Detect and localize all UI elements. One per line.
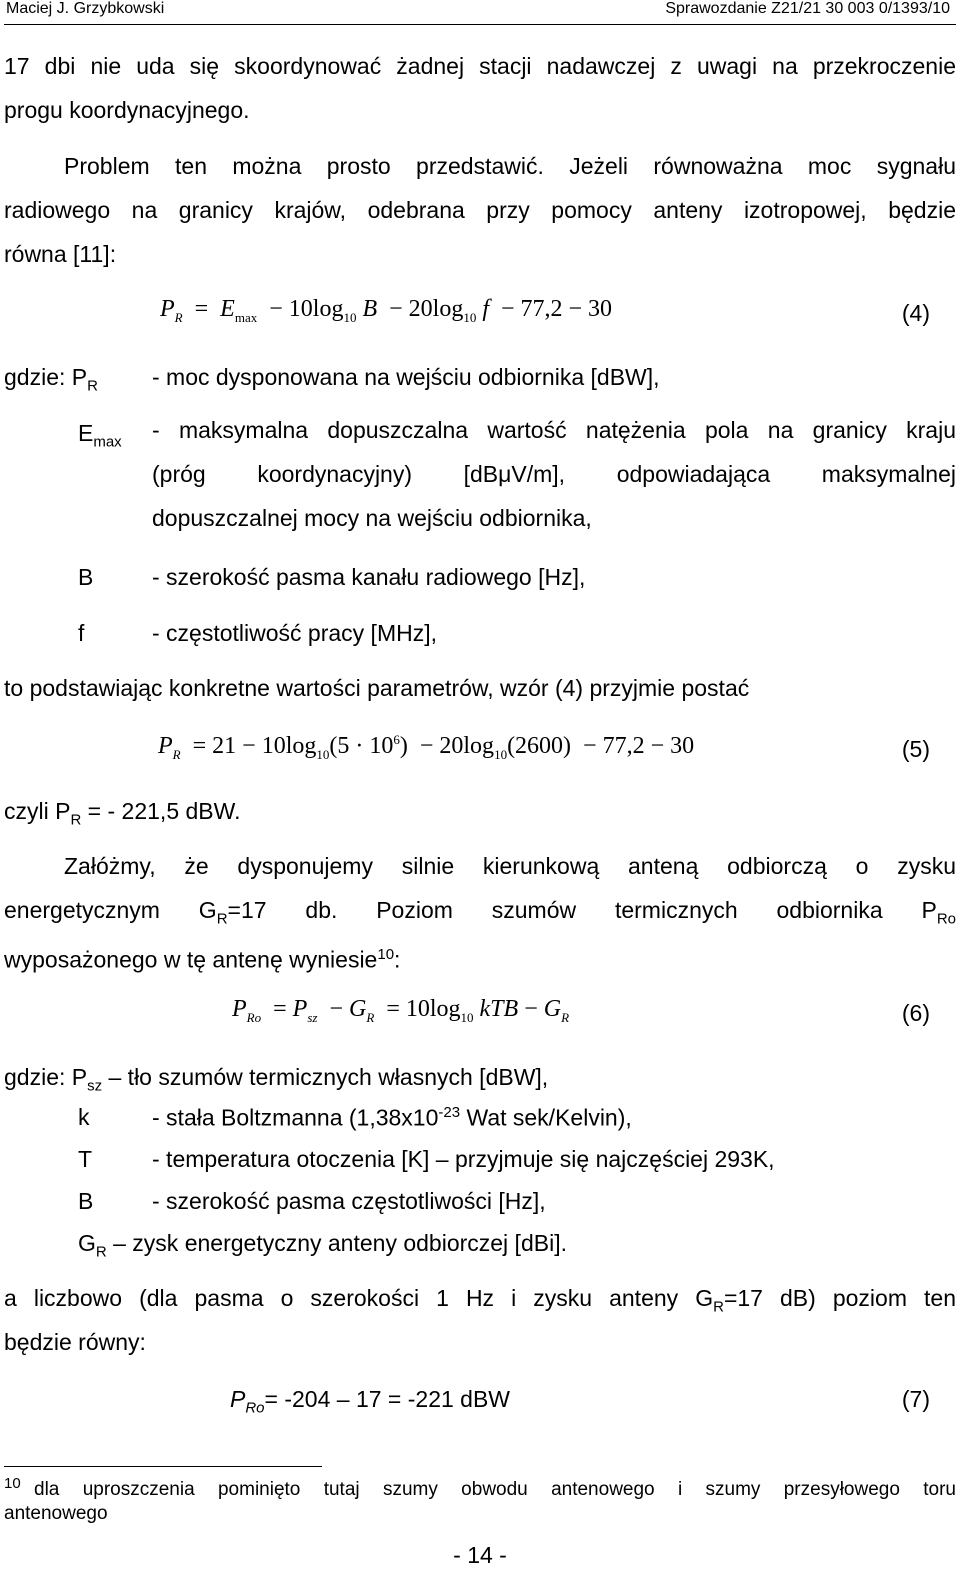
equation-number: (6) — [901, 1000, 930, 1026]
definition-line: $G_R$ – zysk energetyczny anteny odbiorczej [dBi]. — [78, 1230, 567, 1261]
definition-text: - moc dysponowana na wejściu odbiornika [dBW], — [152, 364, 660, 390]
footnote-text: antenowego — [4, 1503, 108, 1524]
paragraph-line: progu koordynacyjnego. — [4, 97, 250, 123]
paragraph-line: a liczbowo (dla pasma o szerokości 1 Hz i zysku anteny $G_R=17$ dB) poziom ten — [4, 1285, 957, 1316]
equation-4: $P_R = E_{max} - 10\log_{10}$ $B - 20\log_{10}$ f − 77,2 − 30 — [160, 296, 613, 325]
equation-7: $P_{Ro}= -204 - 17 = -221$ dBW — [230, 1386, 511, 1417]
equation-number: (4) — [901, 300, 930, 326]
definition-symbol: f — [78, 620, 85, 646]
equation-number: (7) — [901, 1386, 930, 1412]
definition-text: - szerokość pasma kanału radiowego [Hz], — [152, 564, 586, 590]
paragraph-line: będzie równy: — [4, 1329, 146, 1355]
definition-symbol: B — [78, 1188, 94, 1214]
definition-symbol: $E_{max}$ — [78, 420, 122, 451]
definition-symbol: T — [78, 1146, 93, 1172]
definition-text: - temperatura otoczenia [K] – przyjmuje się najczęściej 293K, — [152, 1146, 775, 1172]
definition-symbol: B — [78, 564, 94, 590]
definition-line: gdzie: $P_{sz}$ – tło szumów termicznych własnych [dBW], — [4, 1064, 549, 1095]
footnote-rule — [4, 1466, 322, 1467]
definition-text: - częstotliwość pracy [MHz], — [152, 620, 437, 646]
page-number: - 14 - — [453, 1542, 507, 1568]
header-report-id: Sprawozdanie Z21/21 30 003 0/1393/10 — [665, 0, 950, 17]
paragraph-line: Załóżmy, że dysponujemy silnie kierunkową anteną odbiorczą o zysku — [64, 853, 956, 879]
equation-6: $P_{Ro} = P_{sz} - G_R = 10\log_{10}$ kTB − $G_R$ — [232, 996, 570, 1025]
paragraph-line: wyposażonego w tę antenę wyniesie$^{10}$: — [4, 946, 401, 973]
paragraph-line: 17 dbi nie uda się skoordynować żadnej stacji nadawczej z uwagi na przekroczenie — [4, 53, 956, 79]
paragraph-line: czyli $P_R$ = - 221,5 dBW. — [4, 798, 241, 829]
definition-symbol: k — [78, 1104, 90, 1130]
paragraph-line: równa [11]: — [4, 241, 117, 267]
paragraph-line: Problem ten można prosto przedstawić. Jeżeli równoważna moc sygnału — [64, 153, 956, 179]
equation-5: $P_R = 21 - 10\log_{10}(5 \cdot 10^6) - 20\log_{10}(2600) - 77,2 - 30$ — [158, 732, 695, 762]
definition-text: - stała Boltzmanna ($1,38x10^{-23}$ Wat sek/Kelvin), — [152, 1104, 632, 1131]
definition-text: - maksymalna dopuszczalna wartość natężenia pola na granicy kraju — [152, 417, 956, 443]
paragraph-line: energetycznym $G_R=17$ db. Poziom szumów termicznych odbiornika $P_{Ro}$ — [4, 897, 956, 928]
header-author: Maciej J. Grzybkowski — [6, 0, 165, 17]
definition-text: - szerokość pasma częstotliwości [Hz], — [152, 1188, 546, 1214]
page-header — [0, 0, 960, 24]
footnote-text: dla uproszczenia pominięto tutaj szumy obwodu antenowego i szumy przesyłowego toru — [34, 1479, 956, 1500]
definition-text: dopuszczalnej mocy na wejściu odbiornika, — [152, 505, 592, 531]
definition-text: (próg koordynacyjny) [dBμV/m], odpowiadająca maksymalnej — [152, 461, 956, 487]
paragraph-line: radiowego na granicy krajów, odebrana przy pomocy anteny izotropowej, będzie — [4, 197, 956, 223]
equation-number: (5) — [901, 736, 930, 762]
footnote-number: 10 — [4, 1475, 21, 1492]
definition-symbol: gdzie: $P_R$ — [4, 364, 98, 395]
header-rule — [4, 24, 956, 25]
paragraph-line: to podstawiając konkretne wartości parametrów, wzór (4) przyjmie postać — [4, 675, 750, 701]
